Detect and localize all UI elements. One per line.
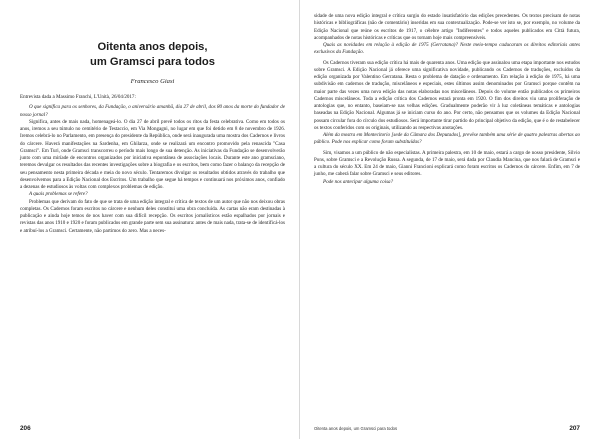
page-number-right: 207 (569, 425, 580, 432)
question-4: Além da mostra em Montecitorio [sede da Câmara dos Deputados], prevêse também uma série de quatro palestras abertas ao público. Pode nos explicar como foram substituídas? (314, 132, 580, 146)
title-line-2: um Gramsci para todos (90, 56, 215, 68)
answer-2: Problemas que derivam do fato de que se trata de uma edição integral e crítica de textos de um autor que não nos deixou obras completas. Os Cadernos foram escritos no cárcere e nenhum deles constitui uma obra concluída. As cartas não eram destinadas à publicação e ainda hoje temos de nos haver com sua difícil recepção. Os escritos jornalísticos estão espalhados por jornais e revistas das anos 1910 e 1920 e foram publicados em grande parte sem sua assinatura: antes de mais nada, trata-se de identificá-los e atribuí-los a Gramsci. Certamente, não partimos do zero. Mas a neces- (20, 198, 285, 234)
interview-intro: Entrevista dada a Massimo Franchi, L'Unità, 26/04/2017: (20, 94, 136, 100)
chapter-title (20, 40, 285, 70)
question-3: Quais as novidades em relação à edição de 1975 (Gerratana)? Neste meio-tempo caducaram os direitos editoriais antes exclusivos da Fundação. (314, 42, 580, 56)
question-1: O que significa para os senhores, da Fundação, o aniversário amanhã, dia 27 de abril, dos 80 anos da morte do fundador de nosso jornal? (20, 104, 285, 118)
title-line-1: Oitenta anos depois, (97, 41, 208, 53)
answer-2-continued: sidade de uma nova edição integral e crítica surgiu do estado insatisfatório das edições precedentes. Os textos precisam de notas históricas e bibliográficas (não de comentário) inseridas em sua contextualização. Pode-se ver isto se, por exemplo, no volume da Edição Nacional que reúne os escritos de 1917, o célebre artigo "Indiferentes" e todos aqueles publicados em Città futura, acompanhados de notas históricas e críticas que os tornam hoje mais compreensíveis. (314, 13, 580, 41)
answer-4: Sim, visamos a um público de não especialistas. A primeira palestra, em 10 de maio, estará a cargo de nosso presidente, Silvio Pons, sobre Gramsci e a Revolução Russa. A segunda, de 17 de maio, será dada por Claudia Mancina, que nos falará de Gramsci e a cultura do século XX. Em 24 de maio, Gianni Francioni explicará como foram escritos os Cadernos do cárcere. Enfim, em 7 de junho, me caberá falar sobre Gramsci e seus editores. (314, 149, 580, 178)
page-number-left: 206 (20, 425, 31, 432)
question-2: A quais problemas se refere? (29, 191, 88, 198)
answer-1: Significa, antes de mais nada, homenageá-lo. O dia 27 de abril prevê todos os ritos da festa celebrativa. Como em todos os anos, iremos a seu túmulo no cemitério de Testaccio, em Via Mongagni, no lugar em que foi detido em 8 de novembro de 1926. Iremos celebrá-lo no Parlamento, em presença do presidente da República, onde será inaugurada uma mostra dos Cadernos e livros do cárcere. Haverá manifestações na Sardenha, em Ghilarza, onde se realizará um encontro promovido pela renascida "Casa Gramsci". Em Turi, onde Gramsci transcorreu o período mais longo de sua detenção. As iniciativas da Fundação se desenvolverão junto com uma miríade de encontros organizados por iniciativa espontânea de associações locais. Durante este ano gramsciano, teremos devulgar os resultados das recentes investigações sobre a biografia e os escritos, bem como fazer o balanço da recepção de seu pensamento nesta primeira década e meia do novo século. Tentaremos divulgar os resultados obtidos através do trabalho que desenvolvemos para a Edição Nacional dos Escritos. Um trabalho que segue há tempos e continuará nos próximos anos, confiado a dezenas de estudiosos às voltas com complexos problemas de edição. (20, 118, 285, 190)
right-page (300, 0, 600, 439)
running-head: Oitenta anos depois, um Gramsci para todos (314, 426, 398, 431)
author-name: Francesco Giasi (130, 78, 175, 85)
question-5: Pode nos antecipar alguma coisa? (323, 178, 394, 185)
answer-3: Os Cadernos tiveram sua edição crítica há mais de quarenta anos. Uma edição que assinalou uma etapa importante nos estudos sobre Gramsci. A Edição Nacional já oferece uma significativa novidade, publicando os Cadernos de traduções, excluídos da edição organizada por Valentino Gerratana. Resta o problema de datação e ordenamento. Em relação à edição de 1975, há uma subdivisão em cadernos de tradução, miscelâneos e especiais, estes últimos assim denominados por Gramsci porque contêm na maior parte das vezes uma nova edição das notas elaboradas nos miscelâneos. Depois do volume então publicados os primeiros Cadernos miscelâneos. Toda a edição crítica dos Cadernos estará pronta em 1920. O fim dos direitos viu uma proliferação de antologias que, no entanto, baseiam-se nas velhas edições. Gradualmente poderão vir à luz coletâneas temáticas e antologias baseadas na Edição Nacional. Algumas já se iniciam curso do ano. Por certo, não pensamos que os volumes da Edição Nacional possam circular fora do círculo dos estudiosos. Será importante tirar partido do principal objetivo da edição, que é o de restabelecer os textos conferidos com os originais, utilizando as respectivas anotações. (314, 59, 580, 131)
